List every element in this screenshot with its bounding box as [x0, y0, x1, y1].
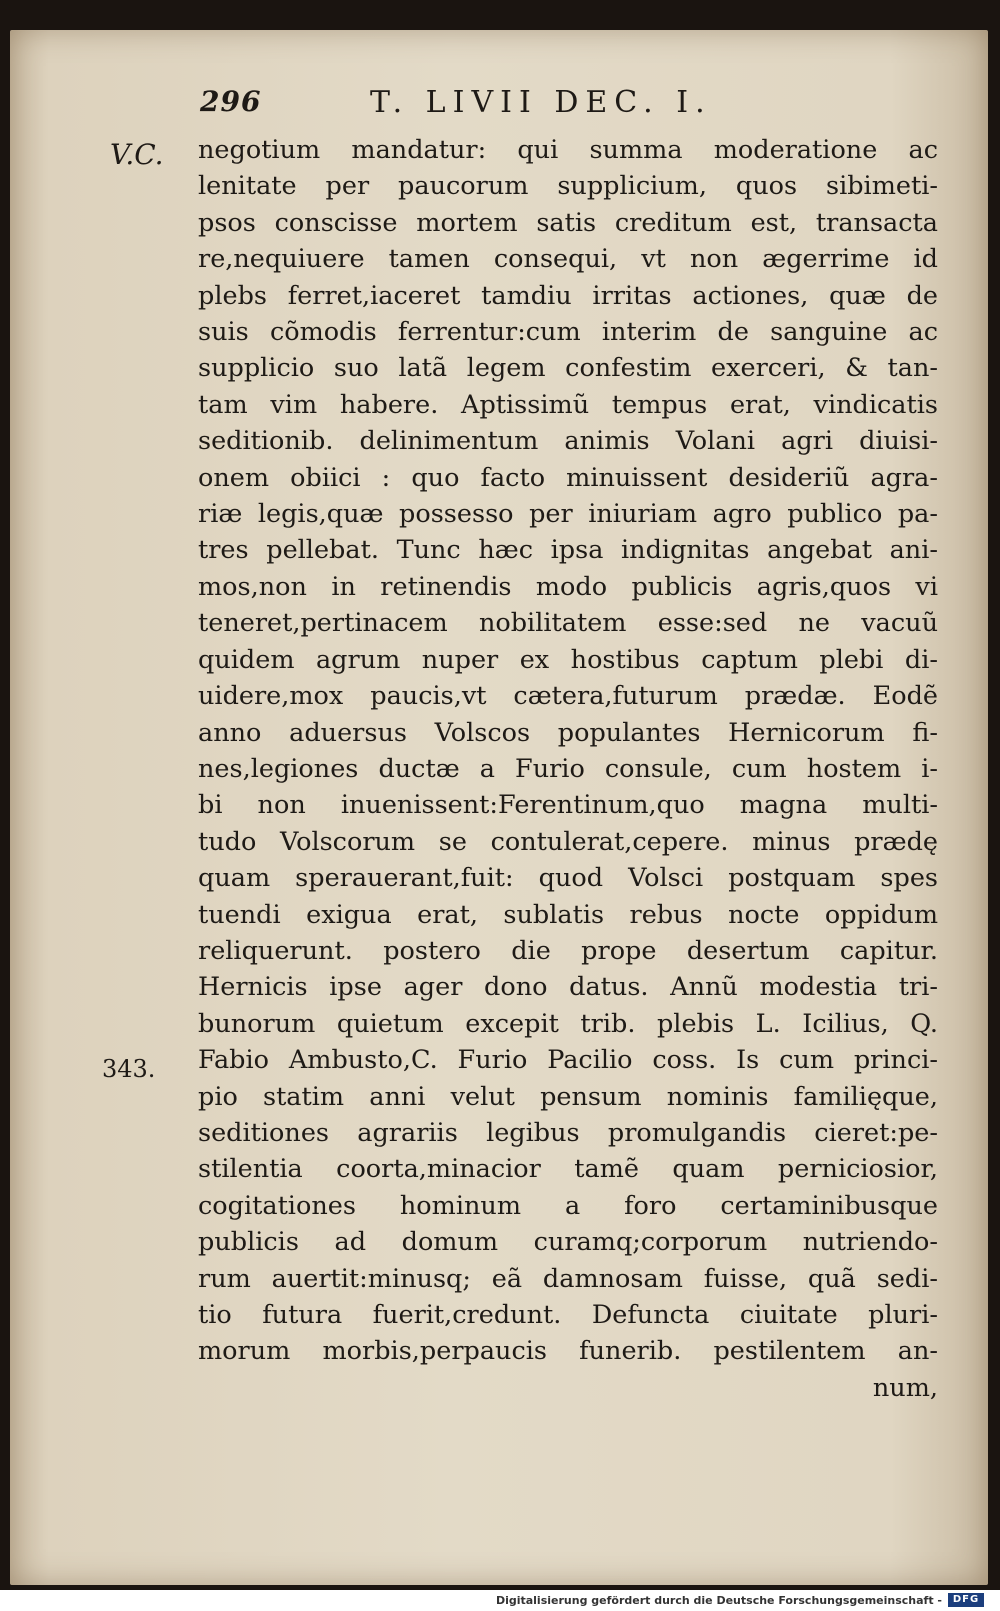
margin-note-year: 343. [102, 1055, 156, 1083]
text-line: tam vim habere. Aptissimũ tempus erat, vindicatis [198, 389, 938, 420]
text-line: onem obiici : quo facto minuissent desideriũ agra- [198, 462, 938, 493]
page-number: 296 [200, 85, 262, 118]
text-line: tres pellebat. Tunc hæc ipsa indignitas angebat ani- [198, 535, 938, 566]
text-line-catchword: num, [872, 1372, 938, 1403]
text-line: pio statim anni velut pensum nominis familięque, [198, 1081, 938, 1112]
text-line: tudo Volscorum se contulerat,cepere. minus prædę [198, 826, 938, 857]
text-line: publicis ad domum curamq;corporum nutriendo- [198, 1227, 938, 1258]
text-line: nes,legiones ductæ a Furio consule, cum hostem i- [198, 753, 938, 784]
text-line: rum auertit:minusq; eã damnosam fuisse, quã sedi- [198, 1263, 938, 1294]
text-line: tuendi exigua erat, sublatis rebus nocte oppidum [198, 899, 938, 930]
text-line: tio futura fuerit,credunt. Defuncta ciuitate pluri- [198, 1300, 938, 1330]
text-line: bunorum quietum excepit trib. plebis L. Icilius, Q. [198, 1008, 938, 1039]
text-line: mos,non in retinendis modo publicis agris,quos vi [198, 571, 938, 602]
text-line: suis cõmodis ferrentur:cum interim de sanguine ac [198, 317, 938, 348]
text-line: stilentia coorta,minacior tamẽ quam perniciosior, [198, 1154, 938, 1185]
text-line: lenitate per paucorum supplicium, quos sibimeti- [198, 171, 938, 202]
text-line: teneret,pertinacem nobilitatem esse:sed ne vacuũ [198, 608, 938, 639]
text-line: bi non inuenissent:Ferentinum,quo magna multi- [198, 790, 938, 821]
running-title: T. LIVII DEC. I. [370, 85, 712, 120]
text-line: psos conscisse mortem satis creditum est, transacta [198, 207, 938, 238]
page-header [190, 85, 950, 129]
text-line: reliquerunt. postero die prope desertum capitur. [198, 935, 938, 966]
text-line: Fabio Ambusto,C. Furio Pacilio coss. Is cum princi- [198, 1045, 938, 1076]
dfg-logo: DFG [948, 1593, 984, 1607]
text-line: re,nequiuere tamen consequi, vt non ægerrime id [198, 244, 938, 275]
text-line: morum morbis,perpaucis funerib. pestilentem an- [198, 1336, 938, 1367]
text-line: quam sperauerant,fuit: quod Volsci postquam spes [198, 863, 938, 894]
text-line: seditionib. delinimentum animis Volani agri diuisi- [198, 426, 938, 457]
text-line: negotium mandatur: qui summa moderatione ac [198, 135, 938, 165]
text-line: uidere,mox paucis,vt cætera,futurum prædæ. Eodẽ [198, 681, 938, 712]
text-line: cogitationes hominum a foro certaminibusque [198, 1190, 938, 1221]
digitization-footer [0, 1590, 1000, 1611]
funding-credit: Digitalisierung gefördert durch die Deutsche Forschungsgemeinschaft - [495, 1594, 942, 1607]
text-line: anno aduersus Volscos populantes Hernicorum fi- [198, 717, 938, 748]
text-line: quidem agrum nuper ex hostibus captum plebi di- [198, 644, 938, 675]
text-line: seditiones agrariis legibus promulgandis cieret:pe- [198, 1117, 938, 1148]
text-line: plebs ferret,iaceret tamdiu irritas actiones, quæ de [198, 280, 938, 311]
text-line: Hernicis ipse ager dono datus. Annũ modestia tri- [198, 972, 938, 1003]
text-line: supplicio suo latã legem confestim exerceri, & tan- [198, 353, 938, 384]
book-page [10, 30, 988, 1585]
text-line: riæ legis,quæ possesso per iniuriam agro publico pa- [198, 499, 938, 530]
body-text [198, 132, 938, 1406]
margin-note-vc: V.C. [110, 138, 164, 171]
